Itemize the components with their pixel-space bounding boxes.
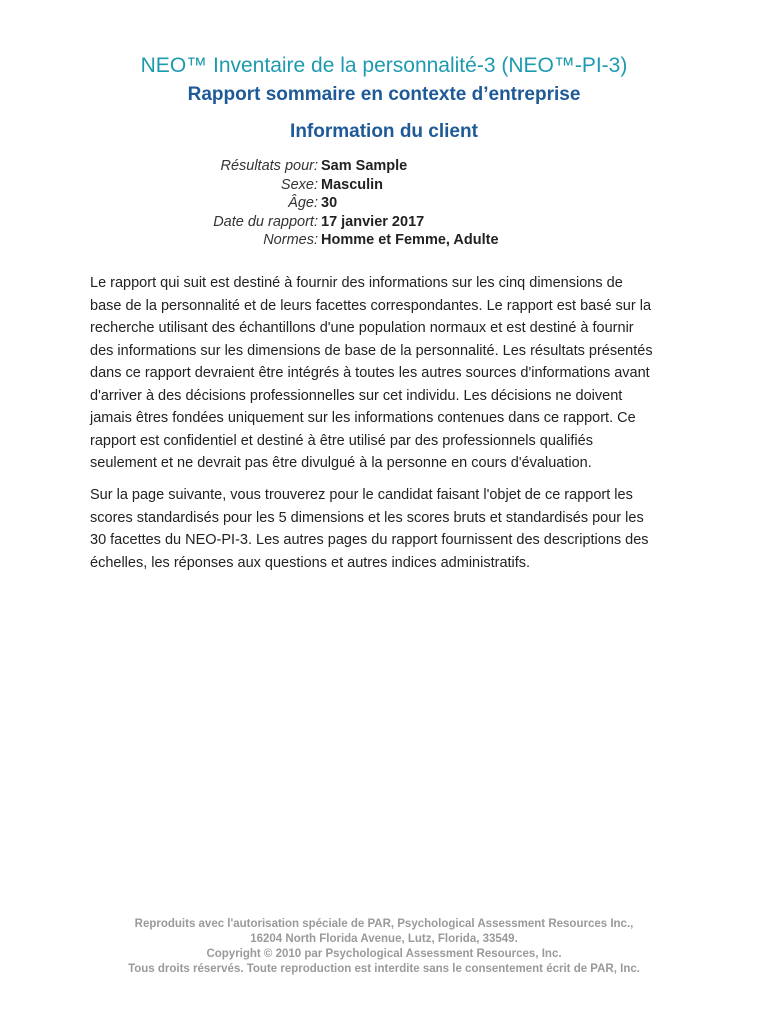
report-date-value: 17 janvier 2017 (321, 213, 425, 230)
norms-value: Homme et Femme, Adulte (321, 232, 499, 249)
paragraph-line: seulement et ne devrait pas être divulgué à la personne en cours d'évaluation. (90, 455, 592, 471)
report-subtitle: Rapport sommaire en contexte d’entreprise (187, 84, 581, 105)
paragraph-line: jamais êtres fondées uniquement sur les informations contenues dans ce rapport. Ce (90, 410, 636, 426)
footer-line: Copyright © 2010 par Psychological Assessment Resources, Inc. (206, 948, 562, 960)
footer-line: 16204 North Florida Avenue, Lutz, Florida, 33549. (250, 933, 518, 945)
age-value: 30 (321, 195, 338, 212)
norms-label: Normes: (263, 232, 318, 249)
sex-label: Sexe: (280, 176, 318, 193)
next-page-paragraph (90, 484, 690, 574)
paragraph-line: rapport est confidentiel et destiné à être utilisé par des professionnels qualifiés (90, 432, 593, 449)
paragraph-line: Sur la page suivante, vous trouverez pour le candidat faisant l'objet de ce rapport les (90, 487, 633, 503)
paragraph-line: recherche utilisant des échantillons d'une population normaux et est destiné à fournir (90, 320, 634, 336)
paragraph-line: d'arriver à des décisions professionnelles sur cet individu. Les décisions ne doivent (90, 387, 623, 404)
results-for-label: Résultats pour: (220, 158, 318, 174)
client-info-row-results (0, 157, 768, 176)
report-title: NEO™ Inventaire de la personnalité-3 (NEO™-PI-3) (140, 54, 628, 77)
results-for-value: Sam Sample (321, 158, 408, 174)
client-info-heading: Information du client (290, 121, 478, 142)
paragraph-line: échelles, les réponses aux questions et autres indices administratifs. (90, 554, 531, 571)
intro-paragraph (90, 272, 690, 475)
paragraph-line: 30 facettes du NEO-PI-3. Les autres pages du rapport fournissent des descriptions des (90, 532, 649, 548)
sex-value: Masculin (321, 176, 384, 193)
paragraph-line: scores standardisés pour les 5 dimensions et les scores bruts et standardisés pour les (90, 509, 644, 526)
client-info-row-sex (0, 176, 768, 195)
client-info-row-date (0, 213, 768, 232)
paragraph-line: Le rapport qui suit est destiné à fournir des informations sur les cinq dimensions de (90, 275, 623, 291)
age-label: Âge: (288, 195, 318, 212)
footer-line: Tous droits réservés. Toute reproduction est interdite sans le consentement écrit de PAR, Inc. (128, 963, 640, 975)
report-date-label: Date du rapport: (213, 213, 318, 230)
paragraph-line: base de la personnalité et de leurs facettes correspondantes. Le rapport est basé sur la (90, 297, 652, 314)
client-info-row-norms (0, 231, 768, 250)
paragraph-line: dans ce rapport devraient être intégrés à toutes les autres sources d'informations avant (90, 365, 650, 381)
footer-line: Reproduits avec l'autorisation spéciale de PAR, Psychological Assessment Resources Inc., (134, 918, 634, 930)
client-info-row-age (0, 194, 768, 213)
paragraph-line: des informations sur les dimensions de base de la personnalité. Les résultats présentés (90, 342, 653, 359)
copyright-footer (0, 917, 768, 977)
client-info-block (0, 157, 768, 250)
